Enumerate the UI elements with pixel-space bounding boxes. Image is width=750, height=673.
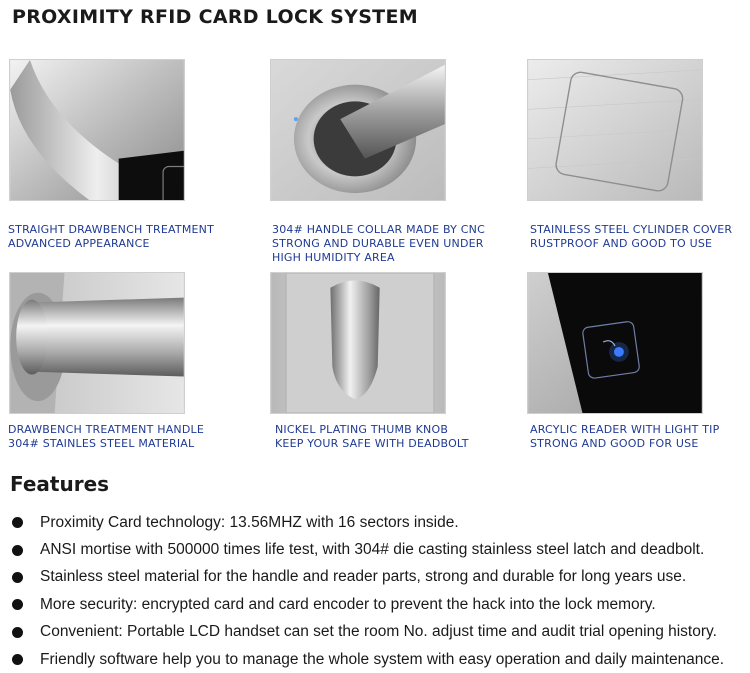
caption-acrylic-reader: ARCYLIC READER WITH LIGHT TIP STRONG AND GOOD FOR USE — [530, 423, 720, 450]
bullet-icon — [12, 572, 23, 583]
bullet-icon — [12, 545, 23, 556]
page-title: PROXIMITY RFID CARD LOCK SYSTEM — [12, 6, 418, 28]
acrylic-reader-photo — [527, 272, 703, 414]
feature-item: ANSI mortise with 500000 times life test, with 304# die casting stainless steel latch and deadbolt. — [12, 536, 724, 563]
caption-cylinder-cover: STAINLESS STEEL CYLINDER COVER RUSTPROOF AND GOOD TO USE — [530, 223, 733, 250]
cylinder-cover-photo — [527, 59, 703, 201]
features-list — [12, 509, 724, 673]
bullet-icon — [12, 599, 23, 610]
caption-lever-handle: DRAWBENCH TREATMENT HANDLE 304# STAINLES STEEL MATERIAL — [8, 423, 205, 450]
drawbench-edge-photo — [9, 59, 185, 201]
caption-drawbench-edge: STRAIGHT DRAWBENCH TREATMENT ADVANCED APPEARANCE — [8, 223, 215, 250]
feature-item: Stainless steel material for the handle and reader parts, strong and durable for long years use. — [12, 564, 724, 591]
handle-collar-photo — [270, 59, 446, 201]
bullet-icon — [12, 517, 23, 528]
thumb-knob-photo — [270, 272, 446, 414]
caption-handle-collar: 304# HANDLE COLLAR MADE BY CNC STRONG AND DURABLE EVEN UNDER HIGH HUMIDITY AREA — [272, 223, 485, 264]
feature-item: Friendly software help you to manage the whole system with easy operation and daily maintenance. — [12, 646, 724, 673]
features-heading: Features — [10, 472, 110, 496]
caption-thumb-knob: NICKEL PLATING THUMB KNOB KEEP YOUR SAFE WITH DEADBOLT — [275, 423, 469, 450]
feature-item: More security: encrypted card and card encoder to prevent the hack into the lock memory. — [12, 591, 724, 618]
bullet-icon — [12, 654, 23, 665]
lever-handle-photo — [9, 272, 185, 414]
bullet-icon — [12, 627, 23, 638]
feature-item: Convenient: Portable LCD handset can set the room No. adjust time and audit trial opening history. — [12, 619, 724, 646]
feature-item: Proximity Card technology: 13.56MHZ with 16 sectors inside. — [12, 509, 724, 536]
